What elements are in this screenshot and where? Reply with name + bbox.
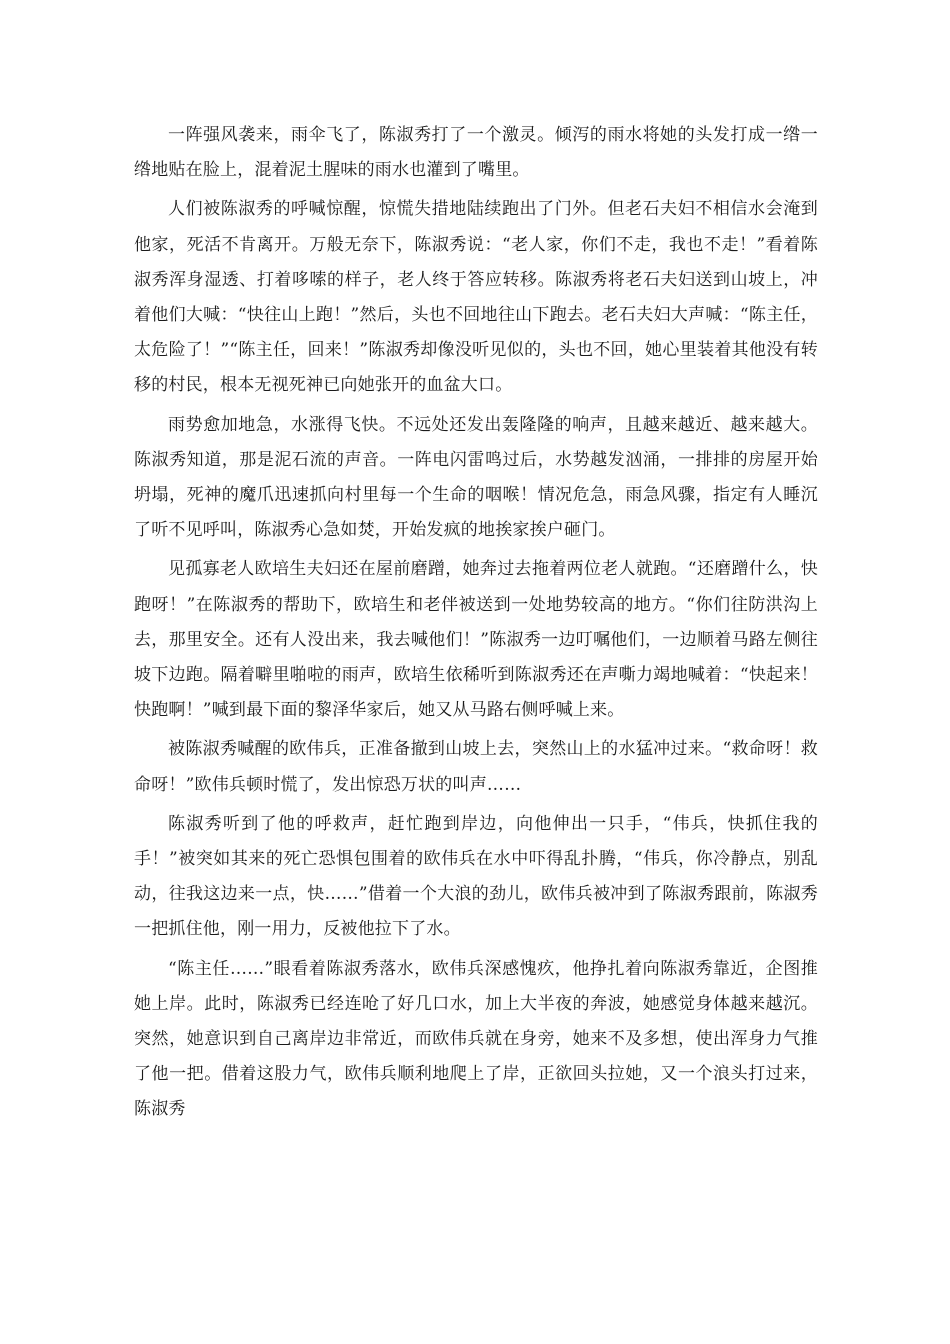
paragraph: 陈淑秀听到了他的呼救声，赶忙跑到岸边，向他伸出一只手，“伟兵，快抓住我的手！”被突如其来的死亡恐惧包围着的欧伟兵在水中吓得乱扑腾，“伟兵，你冷静点，别乱动，往我这边来一点，快……”借着一个大浪的劲儿，欧伟兵被冲到了陈淑秀跟前，陈淑秀一把抓住他，刚一用力，反被他拉下了水。	[134, 813, 818, 940]
paragraph: “陈主任……”眼看着陈淑秀落水，欧伟兵深感愧疚，他挣扎着向陈淑秀靠近，企图推她上岸。此时，陈淑秀已经连呛了好几口水，加上大半夜的奔波，她感觉身体越来越沉。突然，她意识到自己离岸边非常近，而欧伟兵就在身旁，她来不及多想，使出浑身力气推了他一把。借着这股力气，欧伟兵顺利地爬上了岸，正欲回头拉她，又一个浪头打过来，陈淑秀	[134, 958, 818, 1120]
paragraph: 雨势愈加地急，水涨得飞快。不远处还发出轰隆隆的响声，且越来越近、越来越大。陈淑秀知道，那是泥石流的声音。一阵电闪雷鸣过后，水势越发汹涌，一排排的房屋开始坍塌，死神的魔爪迅速抓向村里每一个生命的咽喉！情况危急，雨急风骤，指定有人睡沉了听不见呼叫，陈淑秀心急如焚，开始发疯的地挨家挨户砸门。	[134, 414, 818, 541]
paragraph: 一阵强风袭来，雨伞飞了，陈淑秀打了一个激灵。倾泻的雨水将她的头发打成一绺一绺地贴在脸上，混着泥土腥味的雨水也灌到了嘴里。	[134, 125, 818, 181]
paragraph: 被陈淑秀喊醒的欧伟兵，正准备撤到山坡上去，突然山上的水猛冲过来。“救命呀！救命呀！”欧伟兵顿时慌了，发出惊恐万状的叫声……	[134, 739, 818, 795]
paragraph: 人们被陈淑秀的呼喊惊醒，惊慌失措地陆续跑出了门外。但老石夫妇不相信水会淹到他家，死活不肯离开。万般无奈下，陈淑秀说：“老人家，你们不走，我也不走！”看着陈淑秀浑身湿透、打着哆嗦的样子，老人终于答应转移。陈淑秀将老石夫妇送到山坡上，冲着他们大喊：“快往山上跑！”然后，头也不回地往山下跑去。老石夫妇大声喊：“陈主任，太危险了！”“陈主任，回来！”陈淑秀却像没听见似的，头也不回，她心里装着其他没有转移的村民，根本无视死神已向她张开的血盆大口。	[134, 199, 818, 396]
paragraph: 见孤寡老人欧培生夫妇还在屋前磨蹭，她奔过去拖着两位老人就跑。“还磨蹭什么，快跑呀！”在陈淑秀的帮助下，欧培生和老伴被送到一处地势较高的地方。“你们往防洪沟上去，那里安全。还有人没出来，我去喊他们！”陈淑秀一边叮嘱他们，一边顺着马路左侧往坡下边跑。隔着噼里啪啦的雨声，欧培生依稀听到陈淑秀还在声嘶力竭地喊着：“快起来！快跑啊！”喊到最下面的黎泽华家后，她又从马路右侧呼喊上来。	[134, 559, 818, 721]
article-body	[134, 118, 818, 1132]
